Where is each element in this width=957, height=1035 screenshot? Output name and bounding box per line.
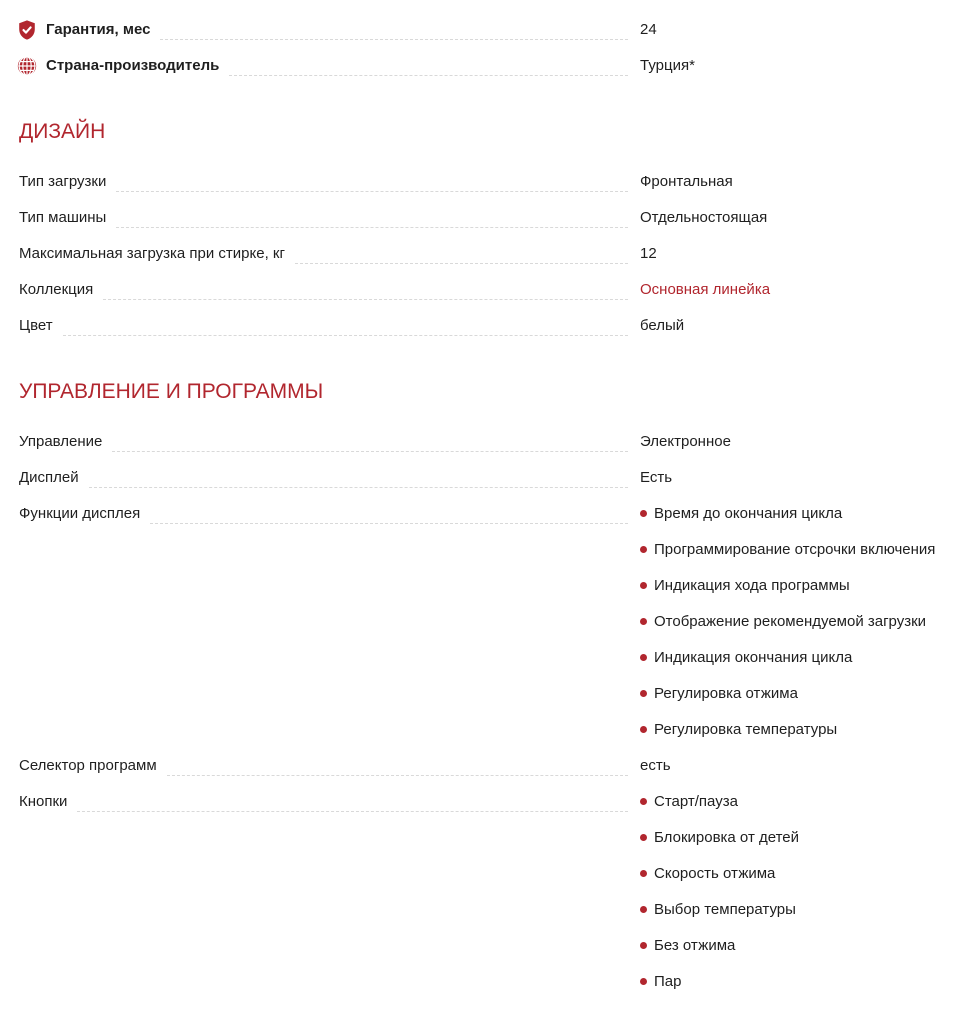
spec-row	[16, 496, 957, 748]
spec-label: Тип загрузки	[19, 173, 107, 190]
spec-label: Гарантия, мес	[46, 21, 151, 38]
list-item	[640, 784, 950, 820]
spec-row	[16, 236, 957, 272]
list-item-text: Индикация хода программы	[654, 577, 850, 594]
list-item-text: Скорость отжима	[654, 865, 776, 882]
spec-value: 24	[640, 21, 657, 38]
dotted-leader	[63, 308, 628, 336]
bullet-icon	[640, 546, 647, 553]
shield-check-icon	[16, 19, 38, 41]
bullet-icon	[640, 726, 647, 733]
dotted-leader	[112, 424, 628, 452]
list-item	[640, 676, 950, 712]
spec-row-left	[16, 12, 640, 48]
spec-row	[16, 308, 957, 344]
list-item	[640, 712, 950, 748]
spec-row	[16, 200, 957, 236]
spec-row	[16, 164, 957, 200]
spec-value	[640, 784, 957, 1000]
bullet-icon	[640, 942, 647, 949]
dotted-leader	[103, 272, 628, 300]
spec-row	[16, 424, 957, 460]
list-item	[640, 568, 950, 604]
spec-row-left	[19, 200, 640, 236]
spec-value: Есть	[640, 469, 673, 486]
bullet-icon	[640, 978, 647, 985]
list-item-text: Индикация окончания цикла	[654, 649, 853, 666]
bullet-icon	[640, 690, 647, 697]
spec-row-left	[19, 784, 640, 820]
spec-row-left	[19, 164, 640, 200]
dotted-leader	[160, 12, 628, 40]
spec-label: Дисплей	[19, 469, 79, 486]
spec-value: Отдельностоящая	[640, 209, 768, 226]
spec-row	[16, 784, 957, 1000]
section-rows	[16, 164, 957, 344]
spec-value: Турция*	[640, 57, 695, 74]
spec-value	[640, 496, 957, 748]
section-rows	[16, 424, 957, 1000]
section-title: ДИЗАЙН	[19, 120, 106, 143]
list-item-text: Без отжима	[654, 937, 736, 954]
list-item	[640, 532, 950, 568]
spec-value: Фронтальная	[640, 173, 733, 190]
highlight-rows	[16, 12, 957, 84]
collection-link[interactable]: Основная линейка	[640, 281, 771, 298]
spec-label: Коллекция	[19, 281, 94, 298]
list-item-text: Отображение рекомендуемой загрузки	[654, 613, 927, 630]
list-item	[640, 496, 950, 532]
list-item-text: Блокировка от детей	[654, 829, 800, 846]
bullet-icon	[640, 510, 647, 517]
spec-label: Максимальная загрузка при стирке, кг	[19, 245, 285, 262]
list-item-text: Выбор температуры	[654, 901, 796, 918]
dotted-leader	[89, 460, 628, 488]
bullet-icon	[640, 906, 647, 913]
spec-value: есть	[640, 757, 671, 774]
spec-row	[16, 460, 957, 496]
spec-label: Страна-производитель	[46, 57, 220, 74]
spec-label: Управление	[19, 433, 103, 450]
spec-row-left	[19, 236, 640, 272]
spec-row-highlight	[16, 48, 957, 84]
spec-value: Электронное	[640, 433, 731, 450]
list-item	[640, 856, 950, 892]
list-item	[640, 820, 950, 856]
spec-row-left	[19, 460, 640, 496]
spec-row-left	[19, 496, 640, 532]
bullet-icon	[640, 618, 647, 625]
spec-value	[640, 272, 957, 308]
sections	[16, 118, 957, 1000]
dotted-leader	[229, 48, 628, 76]
spec-label: Цвет	[19, 317, 53, 334]
list-item-text: Старт/пауза	[654, 793, 738, 810]
globe-icon	[16, 55, 38, 77]
spec-row-left	[19, 308, 640, 344]
dotted-leader	[77, 784, 628, 812]
spec-row	[16, 748, 957, 784]
bullet-icon	[640, 834, 647, 841]
list-item-text: Регулировка отжима	[654, 685, 798, 702]
dotted-leader	[167, 748, 628, 776]
spec-row	[16, 272, 957, 308]
spec-row-left	[19, 748, 640, 784]
dotted-leader	[150, 496, 628, 524]
spec-row-left	[19, 272, 640, 308]
list-item	[640, 640, 950, 676]
spec-label: Функции дисплея	[19, 505, 141, 522]
spec-value: белый	[640, 317, 685, 334]
spec-label: Селектор программ	[19, 757, 157, 774]
list-item	[640, 928, 950, 964]
list-item	[640, 892, 950, 928]
section-title: УПРАВЛЕНИЕ И ПРОГРАММЫ	[19, 380, 324, 403]
spec-row-left	[16, 48, 640, 84]
spec-row-highlight	[16, 12, 957, 48]
bullet-icon	[640, 798, 647, 805]
list-item	[640, 964, 950, 1000]
spec-row-left	[19, 424, 640, 460]
spec-label: Кнопки	[19, 793, 68, 810]
bullet-icon	[640, 654, 647, 661]
bullet-icon	[640, 870, 647, 877]
spec-value: 12	[640, 245, 657, 262]
list-item	[640, 604, 950, 640]
dotted-leader	[295, 236, 628, 264]
list-item-text: Время до окончания цикла	[654, 505, 843, 522]
list-item-text: Регулировка температуры	[654, 721, 838, 738]
spec-label: Тип машины	[19, 209, 107, 226]
dotted-leader	[116, 200, 628, 228]
bullet-icon	[640, 582, 647, 589]
list-item-text: Пар	[654, 973, 682, 990]
list-item-text: Программирование отсрочки включения	[654, 541, 936, 558]
dotted-leader	[116, 164, 628, 192]
